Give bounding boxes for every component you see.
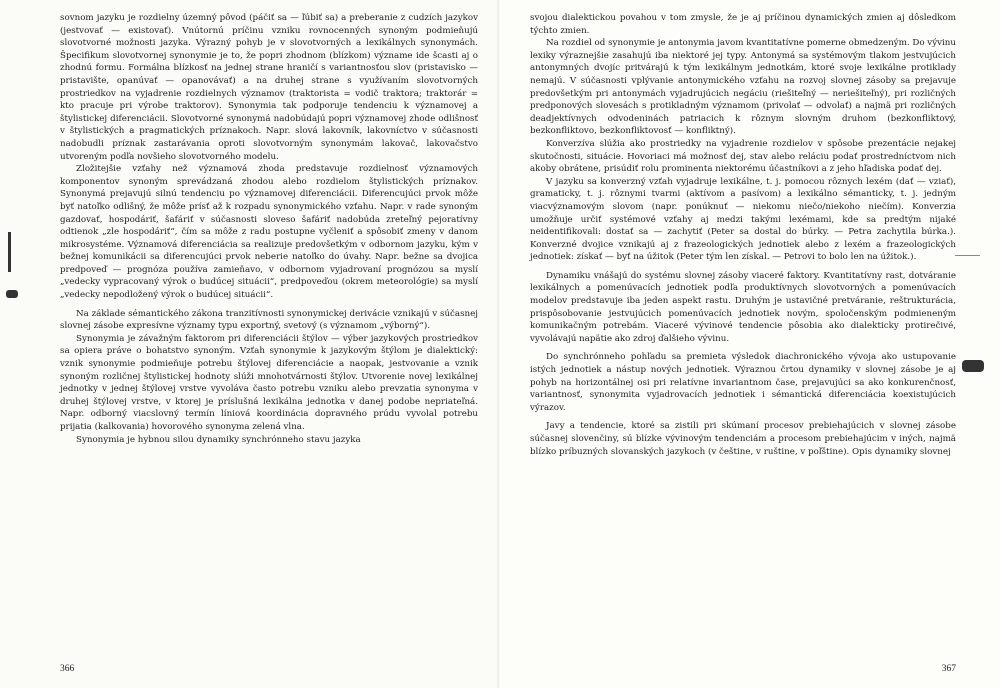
page-number: 367 [941,664,956,674]
paragraph: sovnom jazyku je rozdielny územný pôvod (páčiť sa — ľúbiť sa) a preberanie z cudzích jazykov (jestvovať — existovať). Vnútornú príčinu vzniku rovnocenných synoným podmieňujú slovotvorné možnosti jazyka. Výrazný pohyb je v slovotvorných a lexikálnych synonymách. Špecifikum slovotvornej synonymie je to, že popri zhodnom (blízkom) význame ide šcasti aj o zhodnú formu. Formálna blízkosť na jednej strane hraničí s variantnosťou slov (pristavisko — pristavište, opanúvať — opanovávať) a na druhej strane s využívaním slovotvorných prostriedkov na vyjadrenie rozdielnych významov (traktorista = vodič traktora; traktorár = kto pracuje pri výrobe traktorov). Synonymia tak podporuje tendenciu k významovej a štylistickej diferenciácii. Slovotvorné synonymá nadobúdajú popri významovej zhode odlišnosť v štylistických a pragmatických príznakoch. Napr. slová lakovník, lakovníctvo v súčasnosti nadobudli príznak zastarávania oproti slovotvorným synonymám lakovač, lakovačstvo utvoreným podľa novšieho slovotvorného modelu. [60,13,478,162]
paragraph: Synonymia je závažným faktorom pri diferenciácii štýlov — výber jazykových prostriedkov sa opiera práve o bohatstvo synoným. Vzťah synonymie k jazykovým štýlom je dialektický: vznik synonymie podmieňuje potrebu štýlovej diferenciácie a naopak, jestvovanie a vznik synoným rozličnej štylistickej hodnoty slúži mnohotvárnosti štýlov. Utvorenie novej lexikálnej jednotky v jednej štýlovej vrstve vyvoláva často potrebu vzniku alebo prevzatia synonyma v druhej štýlovej vrstve, v ktorej je príslušná lexikálna jednotka v danej podobe nepriateľná. Napr. odborný viacslovný termín líniová koordinácia dopravného prúdu vyvolal potrebu prijatia (kalkovania) hovorového synonyma zelená vlna. [60,333,478,432]
scan-artifact [962,360,984,372]
right-page [500,0,1000,688]
left-page-text [60,12,478,446]
paragraph: Konverzíva slúžia ako prostriedky na vyjadrenie rozdielov v spôsobe prezentácie nejakej skutočnosti, situácie. Hovoriaci má možnosť dej, stav alebo reláciu podať prostredníctvom nich akoby obrátene, prisúdiť rolu prominenta niektorému účastníkovi a z jeho hľadiska podať dej. [530,138,956,175]
paragraph: Na rozdiel od synonymie je antonymia javom kvantitatívne pomerne obmedzeným. Do vývinu lexiky výraznejšie zasahujú iba niektoré jej typy. Antonymá sa systémovým tlakom jestvujúcich antonymných dvojíc pritvárajú k tým lexikálnym jednotkám, ktoré svoje lexikálne protiklady nemajú. V súčasnosti vplývanie antonymického vzťahu na rozvoj slovnej zásoby sa prejavuje predovšetkým pri antonymách vyjadrujúcich negáciu (riešiteľný — neriešiteľný), pri rozličných predponových slovesách s protikladným významom (privolať — odvolať) a najmä pri rozličných deadjektívnych odvodeninách patriacich k rôznym slovným druhom (bezkonfliktový, bezkonfliktovo, bezkonfliktovosť — konfliktný). [530,38,957,137]
paragraph: svojou dialektickou povahou v tom zmysle, že je aj príčinou dynamických zmien aj dôsledkom týchto zmien. [530,13,956,36]
right-page-text [530,12,956,458]
scan-artifact [8,232,11,272]
paragraph: Do synchrónneho pohľadu sa premieta výsledok diachronického vývoja ako ustupovanie istých jednotiek a nástup nových jednotiek. Výraznou črtou dynamiky v slovnej zásobe je aj pohyb na horizontálnej osi pri relatívne invariantnom čase, prejavujúci sa ako konkurenčnosť, variantnosť, synonymita vyjadrovacích jednotiek i sémantická diferenciácia koexistujúcich výrazov. [530,352,956,413]
paragraph: Zložitejšie vzťahy než významová zhoda predstavuje rozdielnosť významových komponentov synoným sprevádzaná zhodou alebo rozdielom štylistických príznakov. Synonymá prejavujú silnú tendenciu po významovej diferenciácii. Diferencujúci prvok môže byť natoľko odlišný, že môže prísť až k rozpadu synonymického vzťahu. Napr. v rade synoným gazdovať, hospodáriť, šafáriť v súčasnosti sloveso šafáriť nadobúda zreteľný pejoratívny odtienok „zle hospodáriť“, čím sa môže z radu postupne vyčleniť a spôsobiť zmeny v danom mikrosystéme. Významová diferenciácia sa realizuje predovšetkým v odbornom jazyku, kým v bežnej komunikácii sa diferencujúci prvok neberie natoľko do úvahy. Napr. bežne sa dvojica predpoveď — prognóza používa zamieňavo, v odbornom vyjadrovaní prognózou sa myslí „vedecky vypracovaný výrok o budúcej situácii“, predpoveďou (okrem meteorológie) sa myslí „vedecky nepodložený výrok o budúcej situácii“. [60,164,478,301]
page-number: 366 [60,664,75,674]
scan-artifact [955,255,980,256]
paragraph: V jazyku sa konverzný vzťah vyjadruje lexikálne, t. j. pomocou rôznych lexém (dať — vziať), gramaticky, t. j. rôznymi tvarmi (aktívom a pasívom) a lexikálno sémanticky, t. j. jedným viacvýznamovým slovom (napr. ponúknuť — niekomu niečo/niekoho niečím). Konverzia umožňuje určiť systémové vzťahy aj medzi takými lexémami, kde sa predtým nijaké neidentifikovali: dostať sa — zachytiť (Peter sa dostal do búrky. — Petra zachytila búrka.). Konverzné dvojice vznikajú aj z frazeologických jednotiek alebo z lexém a frazeologických jednotiek: získať — byť na úžitok (Peter tým len získal. — Petrovi to bolo len na úžitok.). [530,176,956,263]
scan-artifact [6,290,18,298]
paragraph: Javy a tendencie, ktoré sa zistili pri skúmaní procesov prebiehajúcich v slovnej zásobe súčasnej slovenčiny, sú blízke vývinovým tendenciám a procesom prebiehajúcim v iných, najmä blízko príbuzných slovanských jazykoch (v češtine, v ruštine, v poľštine). Opis dynamiky slovnej [530,421,956,457]
paragraph: Dynamiku vnášajú do systému slovnej zásoby viaceré faktory. Kvantitatívny rast, dotváranie lexikálnych a pomenúvacích jednotiek podľa produktívnych slovotvorných a pomenúvacích modelov predstavuje iba jeden aspekt rastu. Druhým je ustavičné pretváranie, reštrukturácia, prispôsobovanie jestvujúcich pomenúvacích jednotiek novým, spoločenským podmieneným komunikačným potrebám. Viaceré vývinové tendencie pôsobia ako dialekticky protirečivé, vyvolávajú napätie ako zdroj ďalšieho vývinu. [530,270,956,344]
paragraph: Na základe sémantického zákona tranzitívnosti synonymickej derivácie vznikajú v súčasnej slovnej zásobe expresívne významy typu exportný, svetový (s významom „výborný“). [60,308,478,332]
paragraph: Synonymia je hybnou silou dynamiky synchrónneho stavu jazyka [76,434,361,445]
